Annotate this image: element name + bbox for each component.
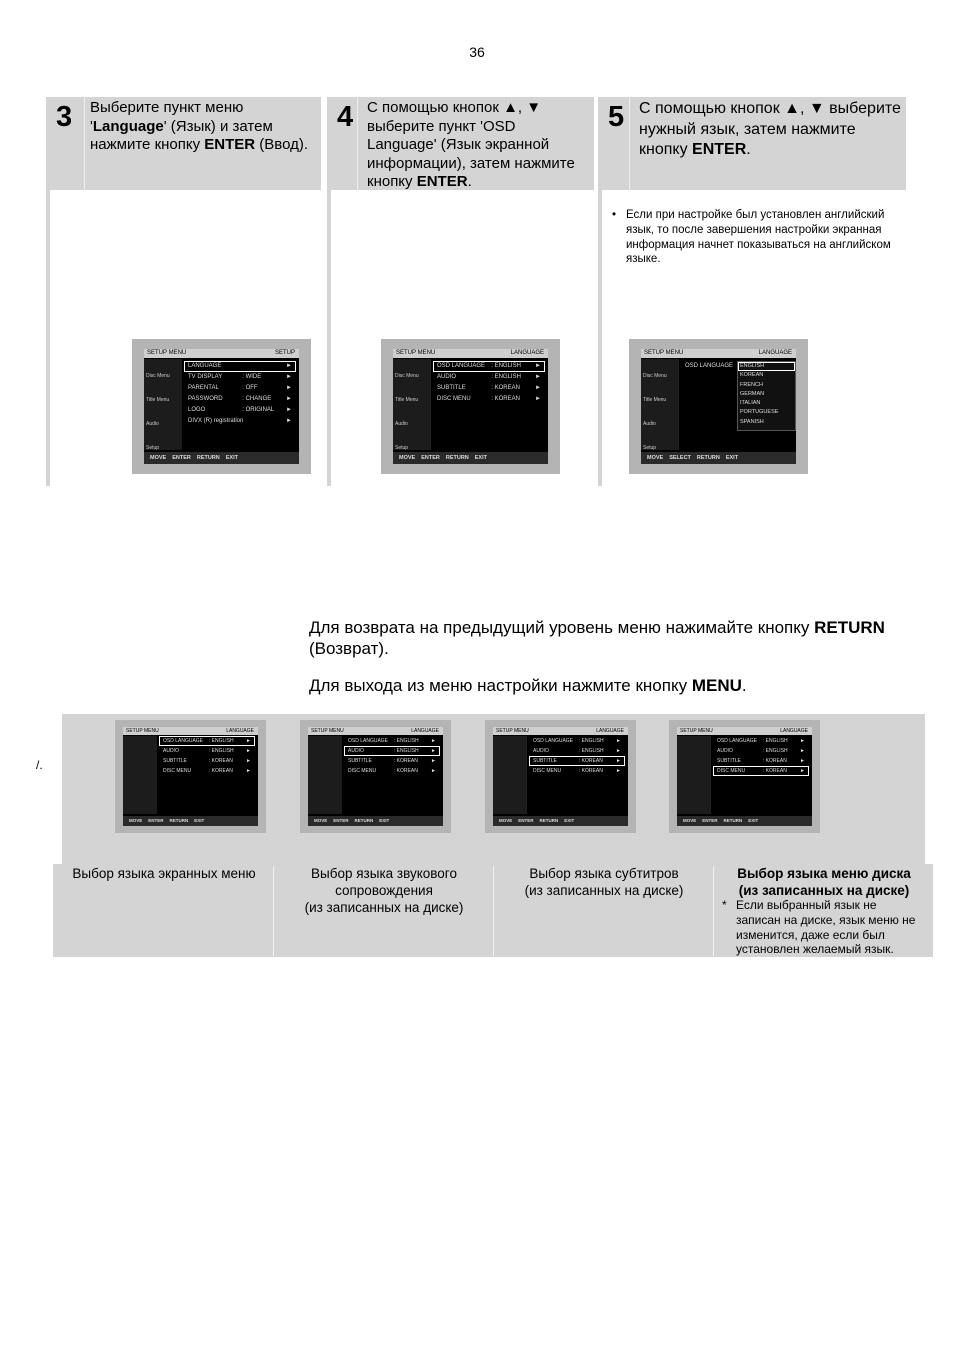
disc-menu-language-screen: SETUP MENU LANGUAGE OSD LANGUAGE : ENGLISH ► AUDIO : ENGLISH ► SUBTITLE : KOREAN ► DISC MENU : KOREAN ► MOVE ENTER RETURN EXIT <box>669 720 820 833</box>
step-3-text: Выберите пункт меню 'Language' (Язык) и затем нажмите кнопку ENTER (Ввод). <box>90 99 309 153</box>
step-number: 5 <box>608 101 625 133</box>
column-rule <box>46 190 50 486</box>
menu-sidebar: Disc Menu Title Menu Audio Setup <box>641 359 679 450</box>
subtitle-language-screen: SETUP MENU LANGUAGE OSD LANGUAGE : ENGLISH ► AUDIO : ENGLISH ► SUBTITLE : KOREAN ► DISC MENU : KOREAN ► MOVE ENTER RETURN EXIT <box>485 720 636 833</box>
menu-row: DISC MENU : KOREAN ► <box>437 396 541 402</box>
caption-disc-menu-note: * Если выбранный язык не записан на диске, язык меню не изменится, даже если был установлен желаемый язык. <box>722 898 916 957</box>
page-number: 36 <box>469 44 485 60</box>
step-4-box <box>327 97 594 190</box>
menu-row: AUDIO : ENGLISH ► <box>437 374 541 380</box>
menu-row: TV DISPLAY : WIDE ► <box>188 374 292 380</box>
language-list: ENGLISH KOREAN FRENCH GERMAN ITALIAN PORTUGUESE SPANISH <box>737 361 796 431</box>
step-5-text: С помощью кнопок ▲, ▼ выберите нужный язык, затем нажмите кнопку ENTER. <box>639 100 901 158</box>
menu-row: OSD LANGUAGE <box>685 363 734 369</box>
setup-menu-screen: SETUP MENU SETUP Disc Menu Title Menu Audio Setup LANGUAGE ► TV DISPLAY : WIDE ► PARENTAL : OFF ► PASSWORD : CHANGE ► LOGO : ORIGINAL ► DIVX (R) registration ► MOVE ENTER RETURN EXIT <box>132 339 311 474</box>
menu-row: LOGO : ORIGINAL ► <box>188 407 292 413</box>
menu-row: LANGUAGE ► <box>184 361 296 372</box>
osd-language-list-screen: SETUP MENU LANGUAGE Disc Menu Title Menu Audio Setup OSD LANGUAGE ENGLISH KOREAN FRENCH GERMAN ITALIAN PORTUGUESE SPANISH MOVE SELECT RETURN EXIT <box>629 339 808 474</box>
caption-audio: Выбор языка звукового сопровождения (из записанных на диске) <box>304 866 464 915</box>
note <box>612 208 892 267</box>
step-5-box <box>598 97 906 190</box>
caption-disc-menu: Выбор языка меню диска (из записанных на диске) <box>737 866 911 898</box>
caption-subtitle: Выбор языка субтитров (из записанных на диске) <box>524 866 684 898</box>
step-number: 3 <box>56 101 73 133</box>
menu-row: DIVX (R) registration ► <box>188 418 292 424</box>
audio-language-screen: SETUP MENU LANGUAGE OSD LANGUAGE : ENGLISH ► AUDIO : ENGLISH ► SUBTITLE : KOREAN ► DISC MENU : KOREAN ► MOVE ENTER RETURN EXIT <box>300 720 451 833</box>
menu-sidebar: Disc Menu Title Menu Audio Setup <box>393 359 431 450</box>
menu-row: SUBTITLE : KOREAN ► <box>437 385 541 391</box>
return-instruction: Для возврата на предыдущий уровень меню нажимайте кнопку RETURN (Возврат). <box>309 618 885 658</box>
column-rule <box>598 190 602 486</box>
step-number: 4 <box>337 101 354 133</box>
column-rule <box>327 190 331 486</box>
menu-sidebar: Disc Menu Title Menu Audio Setup <box>144 359 182 450</box>
menu-row: PARENTAL : OFF ► <box>188 385 292 391</box>
note-text: Если при настройке был установлен английский язык, то после завершения настройки экранная информация начнет показываться на английском языке. <box>626 209 891 266</box>
menu-row: OSD LANGUAGE : ENGLISH ► <box>433 361 545 372</box>
caption-osd: Выбор языка экранных меню <box>72 866 256 881</box>
exit-instruction: Для выхода из меню настройки нажмите кнопку MENU. <box>309 676 747 695</box>
step-4-text: С помощью кнопок ▲, ▼ выберите пункт 'OSD Language' (Язык экранной информации), затем нажмите кнопку ENTER. <box>367 99 575 190</box>
menu-row: PASSWORD : CHANGE ► <box>188 396 292 402</box>
osd-language-screen: SETUP MENU LANGUAGE OSD LANGUAGE : ENGLISH ► AUDIO : ENGLISH ► SUBTITLE : KOREAN ► DISC MENU : KOREAN ► MOVE ENTER RETURN EXIT <box>115 720 266 833</box>
language-menu-screen: SETUP MENU LANGUAGE Disc Menu Title Menu Audio Setup OSD LANGUAGE : ENGLISH ► AUDIO : ENGLISH ► SUBTITLE : KOREAN ► DISC MENU : KOREAN ► MOVE ENTER RETURN EXIT <box>381 339 560 474</box>
stray-mark: /. <box>36 758 43 772</box>
bullet: • <box>612 209 617 221</box>
step-3-box <box>46 97 321 190</box>
